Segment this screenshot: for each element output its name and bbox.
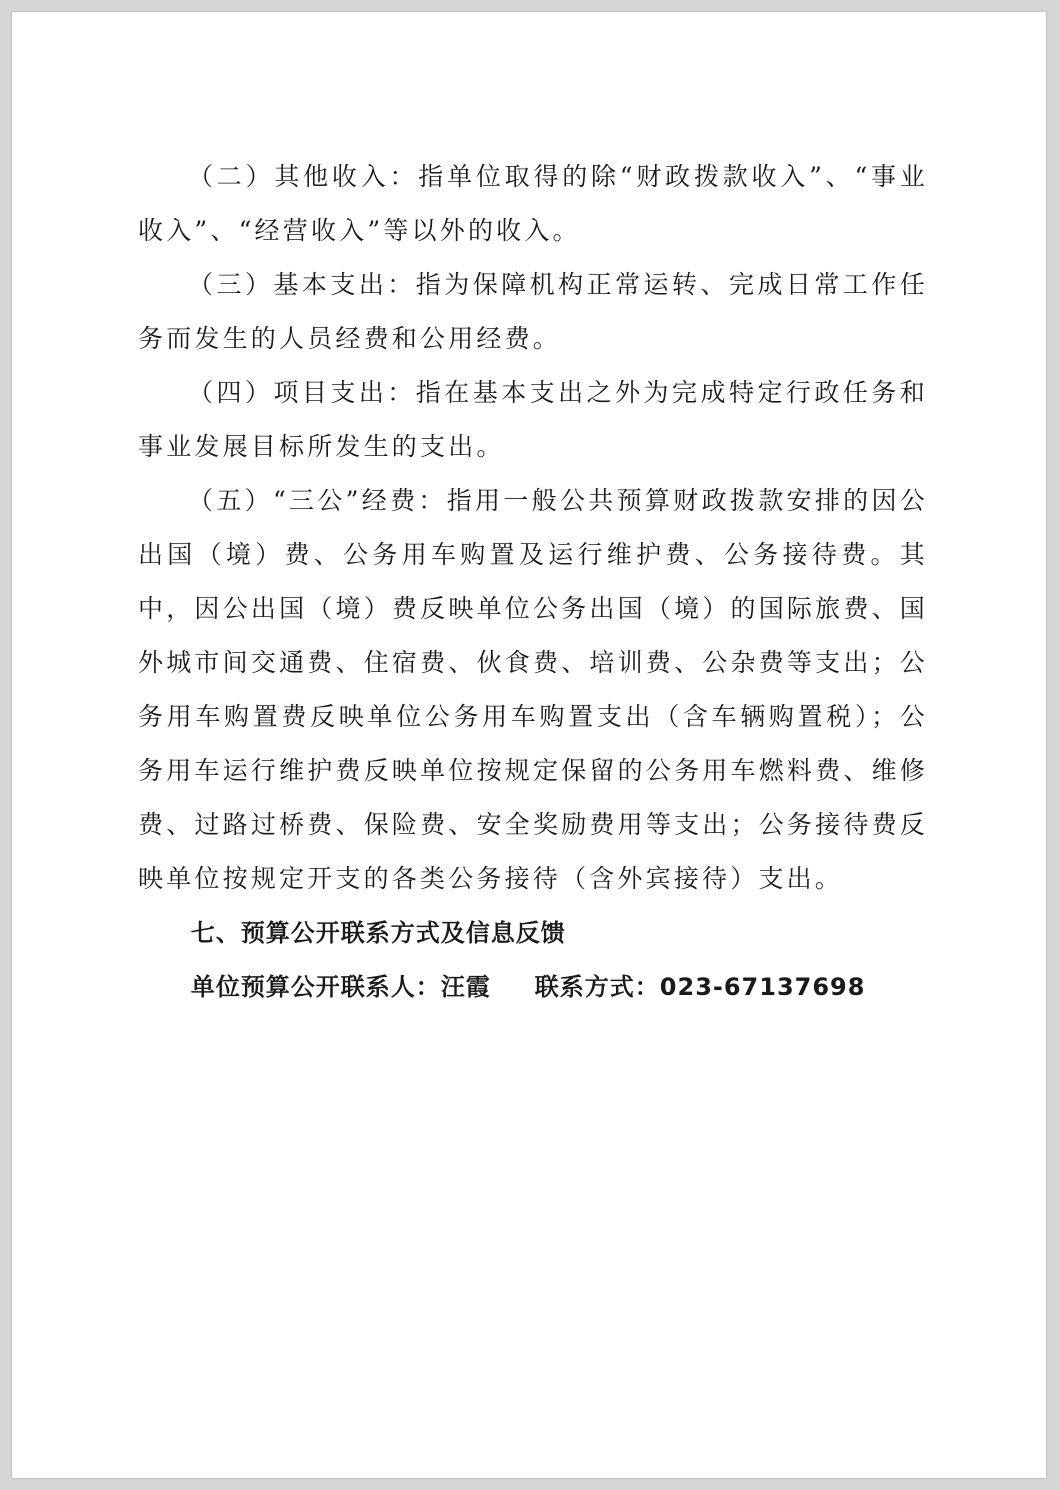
paragraph-three-public-expenses: （五）“三公”经费：指用一般公共预算财政拨款安排的因公出国（境）费、公务用车购置及运行维护费、公务接待费。其中，因公出国（境）费反映单位公务出国（境）的国际旅费、国外城市间交通费、住宿费、伙食费、培训费、公杂费等支出；公务用车购置费反映单位公务用车购置支出（含车辆购置税）；公务用车运行维护费反映单位按规定保留的公务用车燃料费、维修费、过路过桥费、保险费、安全奖励费用等支出；公务接待费反映单位按规定开支的各类公务接待（含外宾接待）支出。 [138,486,928,893]
contact-line [138,960,928,1014]
section-heading: 七、预算公开联系方式及信息反馈 [190,919,566,947]
contact-phone: 联系方式：023-67137698 [534,973,866,1001]
paragraph-basic-expenditure: （三）基本支出：指为保障机构正常运转、完成日常工作任务而发生的人员经费和公用经费。 [138,270,928,353]
paragraph-other-income: （二）其他收入：指单位取得的除“财政拨款收入”、“事业收入”、“经营收入”等以外的收入。 [138,162,928,245]
paragraph-project-expenditure: （四）项目支出：指在基本支出之外为完成特定行政任务和事业发展目标所发生的支出。 [138,378,928,461]
document-page [12,12,1046,1478]
document-body [138,150,928,1014]
contact-person: 单位预算公开联系人：汪霞 [190,973,491,1001]
